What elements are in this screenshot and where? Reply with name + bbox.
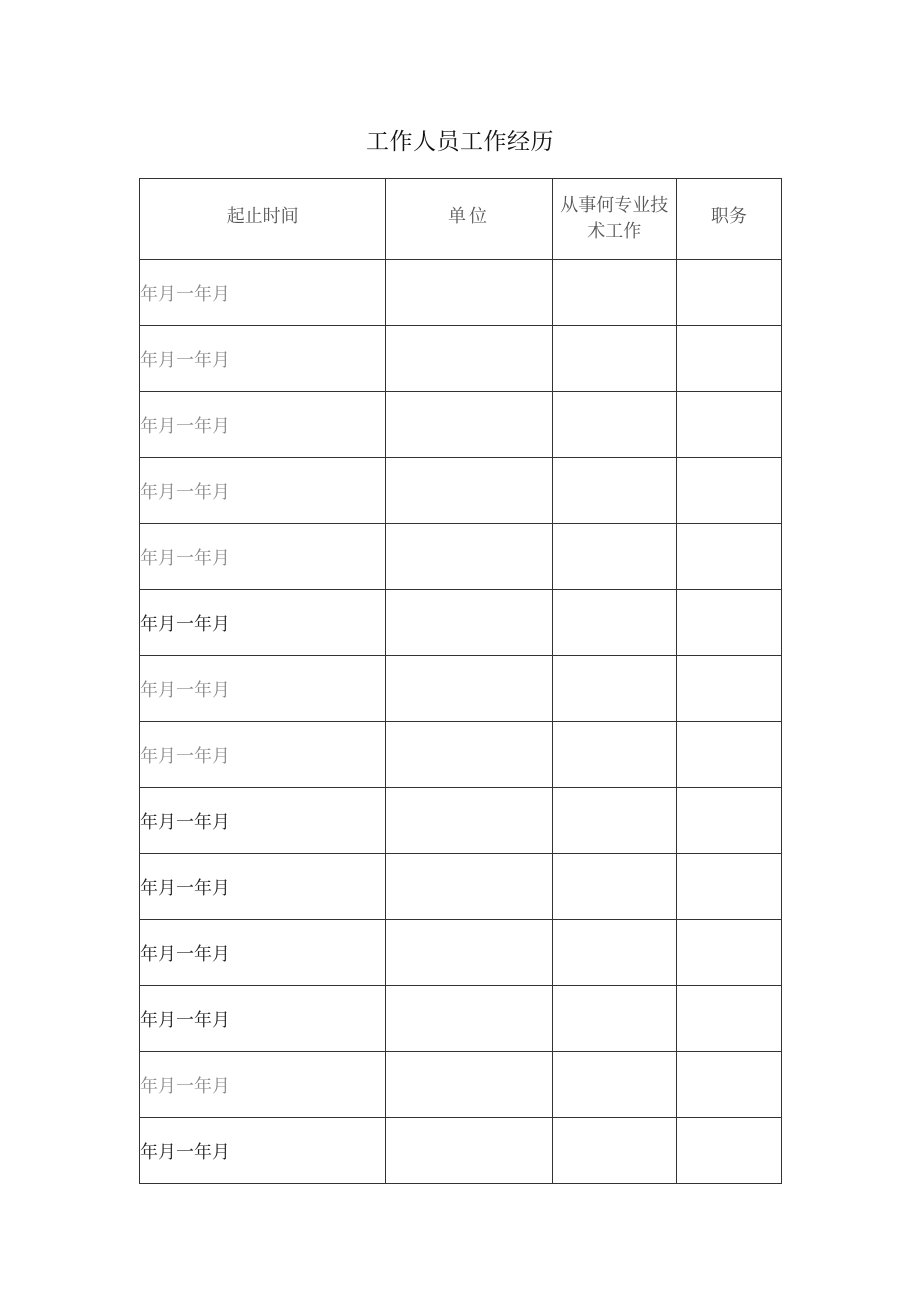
work-cell[interactable] (552, 788, 676, 854)
period-cell[interactable]: 年月一年月 (140, 788, 386, 854)
header-row (140, 179, 782, 260)
table-row (140, 590, 782, 656)
header-work-label-line1: 从事何专业技 (560, 195, 669, 216)
table-row (140, 524, 782, 590)
unit-cell[interactable] (386, 986, 552, 1052)
position-cell[interactable] (676, 1052, 781, 1118)
table-row (140, 920, 782, 986)
period-cell[interactable]: 年月一年月 (140, 986, 386, 1052)
period-cell[interactable]: 年月一年月 (140, 1052, 386, 1118)
work-cell[interactable] (552, 524, 676, 590)
table-row (140, 392, 782, 458)
table-body (140, 260, 782, 1184)
unit-cell[interactable] (386, 326, 552, 392)
unit-cell[interactable] (386, 920, 552, 986)
work-cell[interactable] (552, 392, 676, 458)
work-cell[interactable] (552, 1052, 676, 1118)
table-row (140, 854, 782, 920)
table-row (140, 986, 782, 1052)
unit-cell[interactable] (386, 458, 552, 524)
header-period (140, 179, 386, 260)
header-unit (386, 179, 552, 260)
header-period-label: 起止时间 (226, 206, 299, 227)
period-cell[interactable]: 年月一年月 (140, 854, 386, 920)
position-cell[interactable] (676, 854, 781, 920)
position-cell[interactable] (676, 986, 781, 1052)
work-cell[interactable] (552, 458, 676, 524)
unit-cell[interactable] (386, 656, 552, 722)
position-cell[interactable] (676, 722, 781, 788)
work-history-table (139, 178, 782, 1184)
table-row (140, 458, 782, 524)
work-cell[interactable] (552, 1118, 676, 1184)
header-unit-label: 单位 (448, 206, 490, 227)
table-row (140, 260, 782, 326)
position-cell[interactable] (676, 458, 781, 524)
period-cell[interactable]: 年月一年月 (140, 1118, 386, 1184)
header-position (676, 179, 781, 260)
position-cell[interactable] (676, 590, 781, 656)
period-cell[interactable]: 年月一年月 (140, 260, 386, 326)
position-cell[interactable] (676, 326, 781, 392)
table-row (140, 656, 782, 722)
work-cell[interactable] (552, 920, 676, 986)
work-cell[interactable] (552, 656, 676, 722)
period-cell[interactable]: 年月一年月 (140, 392, 386, 458)
unit-cell[interactable] (386, 590, 552, 656)
period-cell[interactable]: 年月一年月 (140, 524, 386, 590)
period-cell[interactable]: 年月一年月 (140, 656, 386, 722)
header-work-label-line2: 术工作 (587, 221, 642, 242)
position-cell[interactable] (676, 920, 781, 986)
period-cell[interactable]: 年月一年月 (140, 326, 386, 392)
position-cell[interactable] (676, 260, 781, 326)
unit-cell[interactable] (386, 722, 552, 788)
table-row (140, 326, 782, 392)
header-position-label: 职务 (710, 206, 747, 227)
position-cell[interactable] (676, 524, 781, 590)
unit-cell[interactable] (386, 524, 552, 590)
work-cell[interactable] (552, 590, 676, 656)
period-cell[interactable]: 年月一年月 (140, 590, 386, 656)
period-cell[interactable]: 年月一年月 (140, 458, 386, 524)
work-cell[interactable] (552, 722, 676, 788)
period-cell[interactable]: 年月一年月 (140, 722, 386, 788)
unit-cell[interactable] (386, 260, 552, 326)
work-cell[interactable] (552, 260, 676, 326)
unit-cell[interactable] (386, 788, 552, 854)
work-cell[interactable] (552, 326, 676, 392)
unit-cell[interactable] (386, 392, 552, 458)
unit-cell[interactable] (386, 1118, 552, 1184)
table-row (140, 1118, 782, 1184)
table-row (140, 788, 782, 854)
position-cell[interactable] (676, 1118, 781, 1184)
position-cell[interactable] (676, 392, 781, 458)
unit-cell[interactable] (386, 854, 552, 920)
work-cell[interactable] (552, 986, 676, 1052)
unit-cell[interactable] (386, 1052, 552, 1118)
period-cell[interactable]: 年月一年月 (140, 920, 386, 986)
work-cell[interactable] (552, 854, 676, 920)
position-cell[interactable] (676, 656, 781, 722)
header-work (552, 179, 676, 260)
table-row (140, 1052, 782, 1118)
table-row (140, 722, 782, 788)
page-title: 工作人员工作经历 (366, 129, 554, 155)
position-cell[interactable] (676, 788, 781, 854)
